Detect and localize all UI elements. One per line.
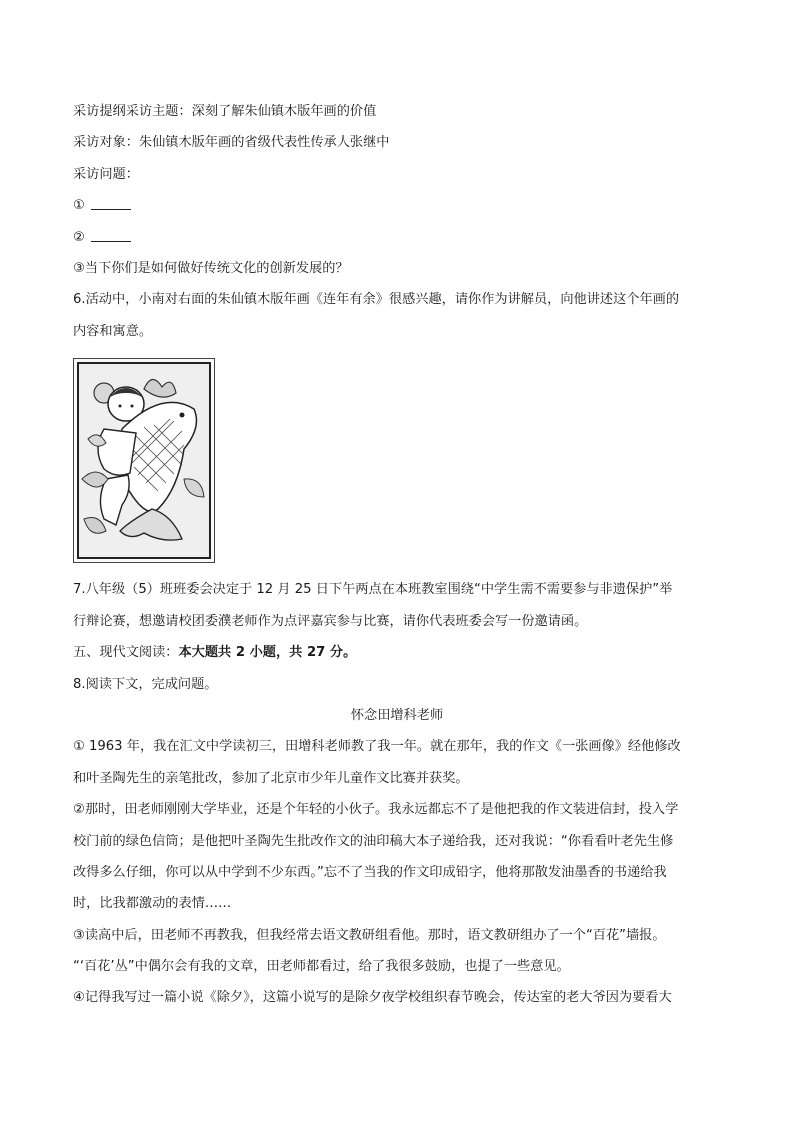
question-1-marker: ① — [73, 198, 85, 213]
paragraph-1-line-2: 和叶圣陶先生的亲笔批改，参加了北京市少年儿童作文比赛并获奖。 — [73, 771, 469, 786]
question-1 — [73, 196, 131, 216]
question-2-marker: ② — [73, 230, 85, 245]
question-2 — [73, 228, 131, 248]
q6-line-1: 6.活动中，小南对右面的朱仙镇木版年画《连年有余》很感兴趣，请你作为讲解员，向他讲述这个年画的 — [73, 292, 680, 307]
paragraph-2-line-1: ②那时，田老师刚刚大学毕业，还是个年轻的小伙子。我永远都忘不了是他把我的作文装进信封，投入学 — [73, 802, 679, 817]
answer-blank-1[interactable] — [91, 197, 131, 210]
paragraph-3-line-2: “‘百花’丛”中偶尔会有我的文章，田老师都看过，给了我很多鼓励，也提了一些意见。 — [73, 959, 570, 974]
section-5-heading — [73, 643, 356, 663]
woodblock-print-boy-with-carp-icon — [74, 359, 214, 562]
answer-blank-2[interactable] — [91, 229, 131, 242]
article-title: 怀念田增科老师 — [350, 708, 444, 723]
q7-line-1: 7.八年级（5）班班委会决定于 12 月 25 日下午两点在本班教室围绕“中学生需不需要参与非遗保护”举 — [73, 582, 673, 597]
woodblock-print-figure — [73, 358, 215, 563]
paragraph-2-line-3: 改得多么仔细，你可以从中学到不少东西。”忘不了当我的作文印成铅字，他将那散发油墨香的书递给我 — [73, 865, 667, 880]
q7-line-2: 行辩论赛，想邀请校团委濮老师作为点评嘉宾参与比赛，请你代表班委会写一份邀请函。 — [73, 614, 588, 629]
section-5-heading-detail: 本大题共 2 小题，共 27 分。 — [178, 645, 357, 660]
paragraph-4-line-1: ④记得我写过一篇小说《除夕》，这篇小说写的是除夕夜学校组织春节晚会，传达室的老大爷因为要看大 — [73, 990, 672, 1005]
paragraph-2-line-2: 校门前的绿色信筒；是他把叶圣陶先生批改作文的油印稿大本子递给我，还对我说：“你看看叶老先生修 — [73, 834, 674, 849]
paragraph-3-line-1: ③读高中后，田老师不再教我，但我经常去语文教研组看他。那时，语文教研组办了一个“百花”墙报。 — [73, 928, 666, 943]
q8-instruction: 8.阅读下文，完成问题。 — [73, 677, 218, 692]
question-3: ③当下你们是如何做好传统文化的创新发展的？ — [73, 261, 349, 276]
interview-object: 采访对象：朱仙镇木版年画的省级代表性传承人张继中 — [73, 135, 390, 150]
interview-theme: 采访提纲采访主题：深刻了解朱仙镇木版年画的价值 — [73, 104, 377, 119]
interview-questions-label: 采访问题： — [73, 167, 139, 182]
paragraph-1-line-1: ① 1963 年，我在汇文中学读初三，田增科老师教了我一年。就在那年，我的作文《一张画像》经他修改 — [73, 739, 681, 754]
section-5-heading-prefix: 五、现代文阅读： — [73, 645, 179, 660]
paragraph-2-line-4: 时，比我都激动的表情…… — [73, 896, 232, 911]
q6-line-2: 内容和寓意。 — [73, 324, 153, 339]
